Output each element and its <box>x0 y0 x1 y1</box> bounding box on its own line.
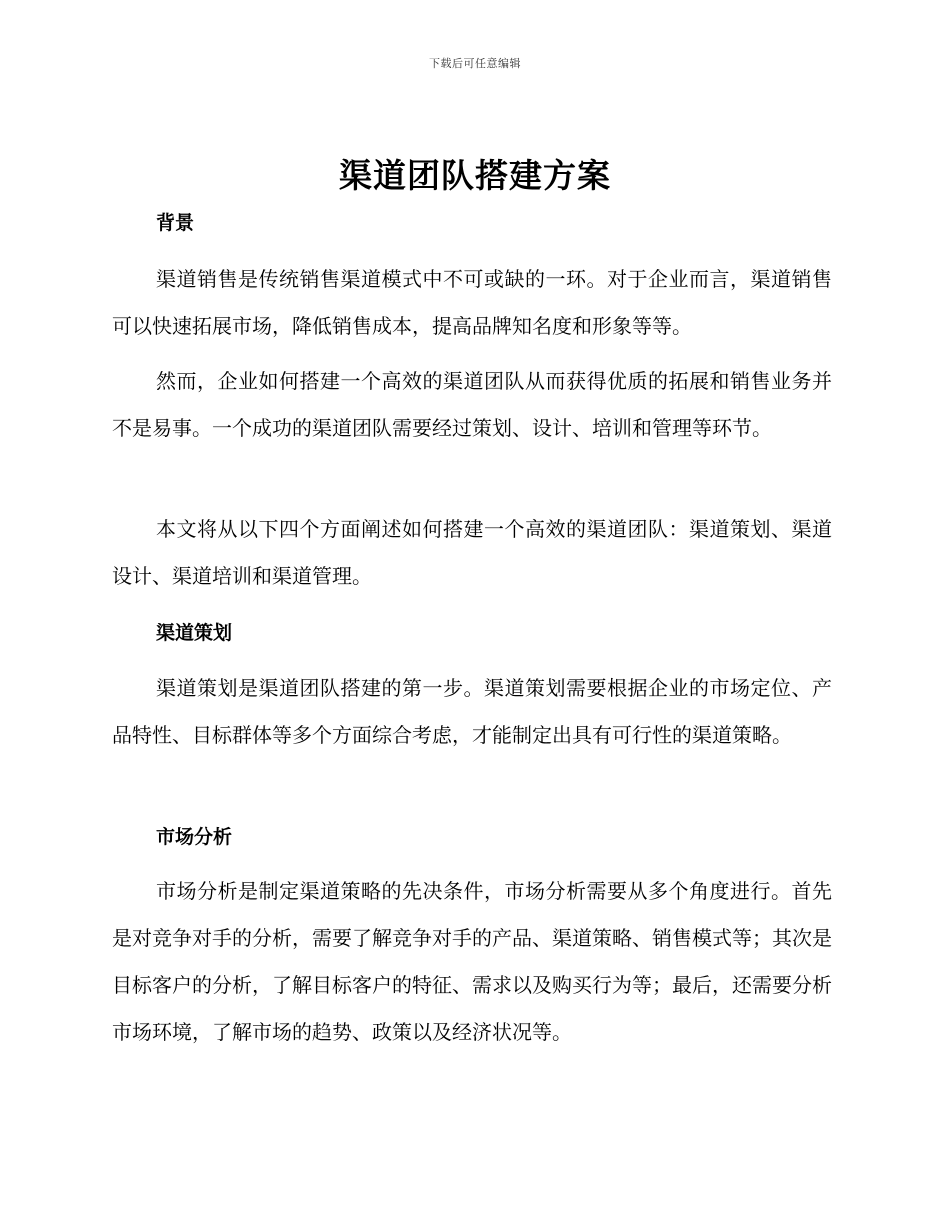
document-title: 渠道团队搭建方案 <box>339 156 611 195</box>
paragraph-background-3: 本文将从以下四个方面阐述如何搭建一个高效的渠道团队：渠道策划、渠道设计、渠道培训和渠道管理。 <box>112 517 832 588</box>
paragraph-background-2: 然而，企业如何搭建一个高效的渠道团队从而获得优质的拓展和销售业务并不是易事。一个成功的渠道团队需要经过策划、设计、培训和管理等环节。 <box>112 369 832 440</box>
section-heading-background: 背景 <box>156 212 195 234</box>
paragraph-market-analysis-1: 市场分析是制定渠道策略的先决条件，市场分析需要从多个角度进行。首先是对竞争对手的分析，需要了解竞争对手的产品、渠道策略、销售模式等；其次是目标客户的分析，了解目标客户的特征、需求以及购买行为等；最后，还需要分析市场环境，了解市场的趋势、政策以及经济状况等。 <box>112 879 832 1044</box>
page-header-note: 下载后可任意编辑 <box>429 57 521 70</box>
paragraph-background-1: 渠道销售是传统销售渠道模式中不可或缺的一环。对于企业而言，渠道销售可以快速拓展市场，降低销售成本，提高品牌知名度和形象等等。 <box>112 267 832 338</box>
section-heading-market-analysis: 市场分析 <box>156 826 233 848</box>
paragraph-channel-planning-1: 渠道策划是渠道团队搭建的第一步。渠道策划需要根据企业的市场定位、产品特性、目标群体等多个方面综合考虑，才能制定出具有可行性的渠道策略。 <box>112 676 832 747</box>
section-heading-channel-planning: 渠道策划 <box>156 622 233 644</box>
